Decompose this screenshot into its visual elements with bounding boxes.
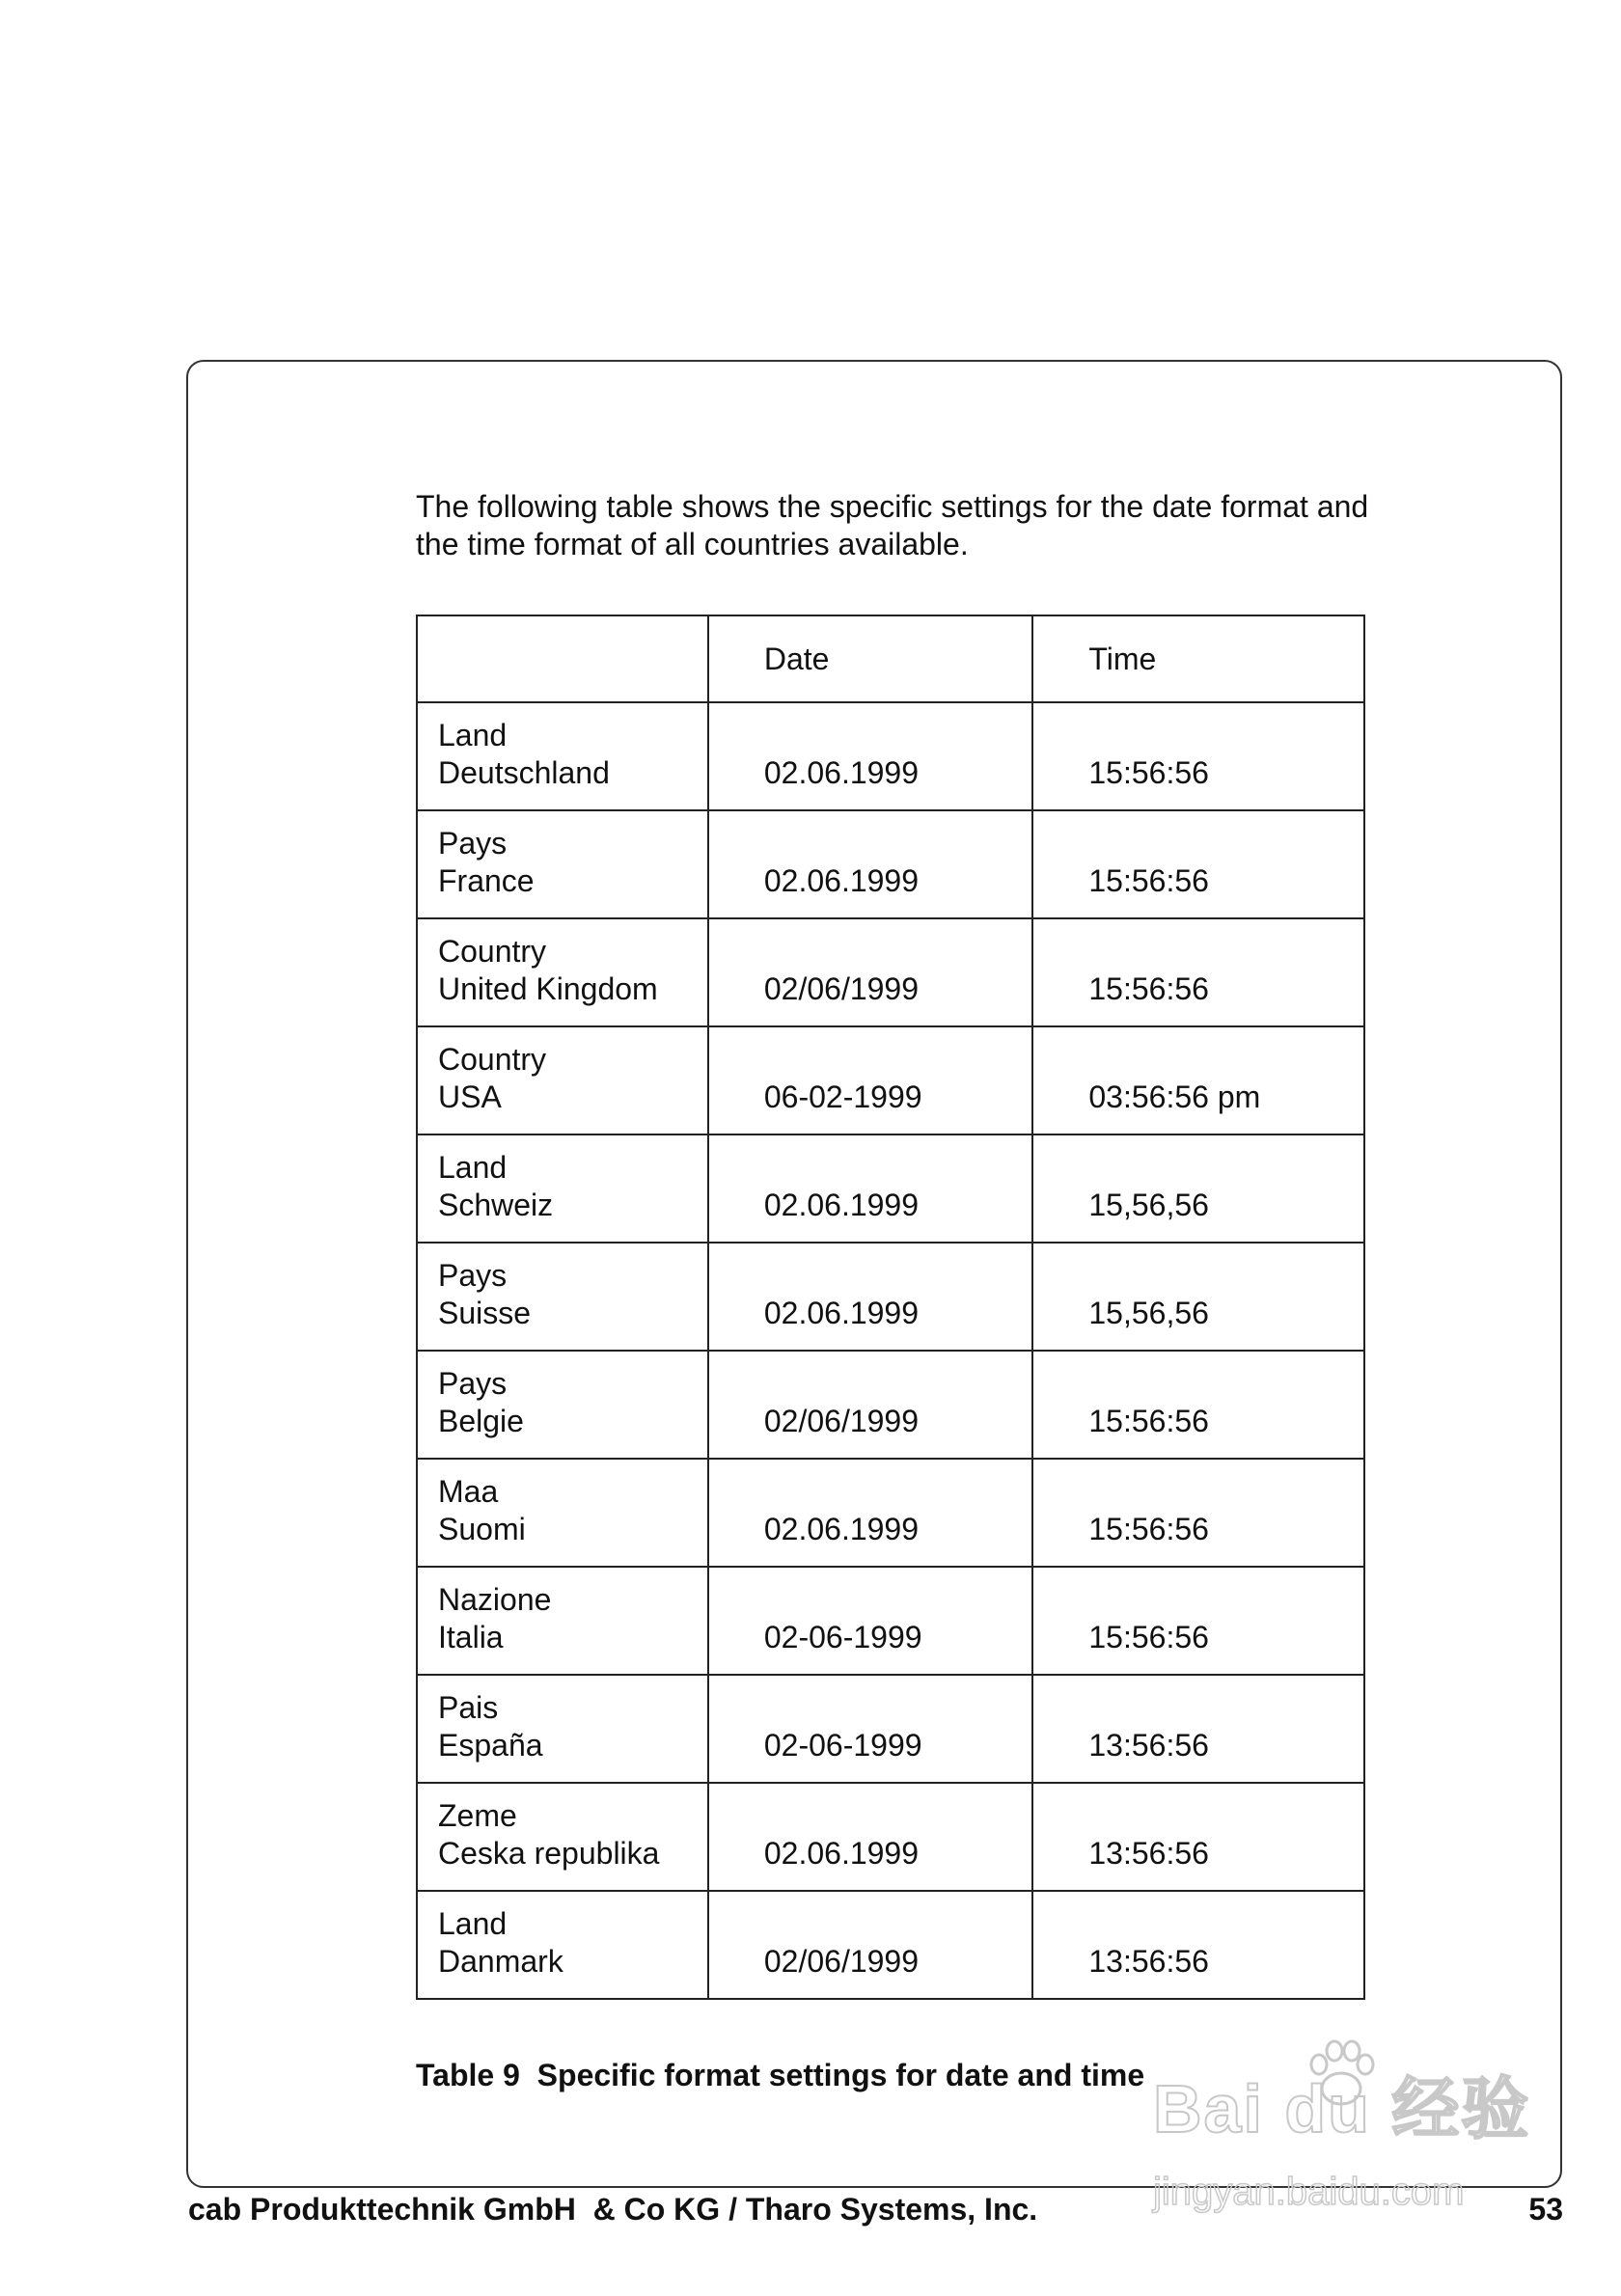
date-cell: 02.06.1999 bbox=[708, 810, 1033, 918]
date-cell: 02/06/1999 bbox=[708, 1351, 1033, 1459]
time-cell: 15:56:56 bbox=[1032, 810, 1364, 918]
country-cell bbox=[417, 1134, 708, 1243]
country-label: Pays bbox=[438, 1258, 508, 1293]
date-cell: 02/06/1999 bbox=[708, 1891, 1033, 1999]
table-row bbox=[417, 1567, 1364, 1675]
date-cell: 02.06.1999 bbox=[708, 1243, 1033, 1351]
table-row bbox=[417, 1351, 1364, 1459]
table-row bbox=[417, 1134, 1364, 1243]
country-cell bbox=[417, 1351, 708, 1459]
time-cell: 15,56,56 bbox=[1032, 1134, 1364, 1243]
table-header-row bbox=[417, 615, 1364, 702]
time-cell: 15:56:56 bbox=[1032, 918, 1364, 1026]
country-label: Pays bbox=[438, 1366, 508, 1401]
table-row bbox=[417, 1675, 1364, 1783]
country-name: España bbox=[438, 1728, 543, 1763]
country-name: Danmark bbox=[438, 1944, 563, 1979]
time-cell: 13:56:56 bbox=[1032, 1783, 1364, 1891]
date-cell: 02-06-1999 bbox=[708, 1675, 1033, 1783]
table-row bbox=[417, 810, 1364, 918]
country-label: Pais bbox=[438, 1690, 499, 1725]
footer-company: cab Produkttechnik GmbH & Co KG / Tharo Systems, Inc. bbox=[188, 2192, 1038, 2227]
time-cell: 15:56:56 bbox=[1032, 702, 1364, 810]
time-cell: 03:56:56 pm bbox=[1032, 1026, 1364, 1134]
time-cell: 13:56:56 bbox=[1032, 1675, 1364, 1783]
country-label: Nazione bbox=[438, 1582, 552, 1617]
table-body bbox=[417, 702, 1364, 1999]
table-caption: Table 9 Specific format settings for date and time bbox=[416, 2058, 1145, 2092]
country-label: Country bbox=[438, 1042, 547, 1077]
date-cell: 02/06/1999 bbox=[708, 918, 1033, 1026]
country-cell bbox=[417, 1459, 708, 1567]
table-row bbox=[417, 1243, 1364, 1351]
country-label: Zeme bbox=[438, 1798, 517, 1833]
country-cell bbox=[417, 1567, 708, 1675]
header-time: Time bbox=[1032, 615, 1364, 702]
time-cell: 15:56:56 bbox=[1032, 1351, 1364, 1459]
country-name: USA bbox=[438, 1080, 502, 1114]
table-row bbox=[417, 1026, 1364, 1134]
intro-line-2: the time format of all countries available. bbox=[416, 527, 969, 561]
table-row bbox=[417, 1783, 1364, 1891]
intro-line-1: The following table shows the specific settings for the date format and bbox=[416, 489, 1369, 524]
country-name: Suisse bbox=[438, 1296, 532, 1330]
table-row bbox=[417, 1891, 1364, 1999]
country-name: Italia bbox=[438, 1620, 504, 1654]
country-cell bbox=[417, 1675, 708, 1783]
time-cell: 15:56:56 bbox=[1032, 1459, 1364, 1567]
country-cell bbox=[417, 1891, 708, 1999]
date-cell: 02.06.1999 bbox=[708, 1783, 1033, 1891]
country-name: France bbox=[438, 863, 535, 898]
country-label: Pays bbox=[438, 826, 508, 861]
date-cell: 02.06.1999 bbox=[708, 1134, 1033, 1243]
date-cell: 02-06-1999 bbox=[708, 1567, 1033, 1675]
time-cell: 15,56,56 bbox=[1032, 1243, 1364, 1351]
table-row bbox=[417, 918, 1364, 1026]
country-name: Schweiz bbox=[438, 1188, 554, 1222]
intro-paragraph bbox=[416, 488, 1400, 563]
country-cell bbox=[417, 1026, 708, 1134]
watermark-main-text: Bai du 经验 bbox=[1153, 2071, 1531, 2146]
time-cell: 15:56:56 bbox=[1032, 1567, 1364, 1675]
time-cell: 13:56:56 bbox=[1032, 1891, 1364, 1999]
country-label: Country bbox=[438, 934, 547, 969]
country-name: United Kingdom bbox=[438, 971, 658, 1006]
watermark-url: jingyan.baidu.com bbox=[1153, 2171, 1465, 2213]
table-row bbox=[417, 1459, 1364, 1567]
country-cell bbox=[417, 702, 708, 810]
format-table bbox=[416, 615, 1365, 2000]
country-name: Deutschland bbox=[438, 755, 610, 790]
country-cell bbox=[417, 1243, 708, 1351]
country-name: Belgie bbox=[438, 1404, 524, 1438]
country-cell bbox=[417, 810, 708, 918]
country-label: Land bbox=[438, 1906, 508, 1941]
country-label: Land bbox=[438, 718, 508, 752]
date-cell: 02.06.1999 bbox=[708, 1459, 1033, 1567]
watermark bbox=[1153, 2045, 1539, 2238]
date-cell: 06-02-1999 bbox=[708, 1026, 1033, 1134]
page-number: 53 bbox=[1528, 2192, 1563, 2227]
header-empty bbox=[417, 615, 708, 702]
country-cell bbox=[417, 918, 708, 1026]
country-cell bbox=[417, 1783, 708, 1891]
table-row bbox=[417, 702, 1364, 810]
country-label: Maa bbox=[438, 1474, 499, 1509]
country-name: Suomi bbox=[438, 1512, 526, 1546]
country-label: Land bbox=[438, 1150, 508, 1185]
country-name: Ceska republika bbox=[438, 1836, 660, 1871]
header-date: Date bbox=[708, 615, 1033, 702]
date-cell: 02.06.1999 bbox=[708, 702, 1033, 810]
